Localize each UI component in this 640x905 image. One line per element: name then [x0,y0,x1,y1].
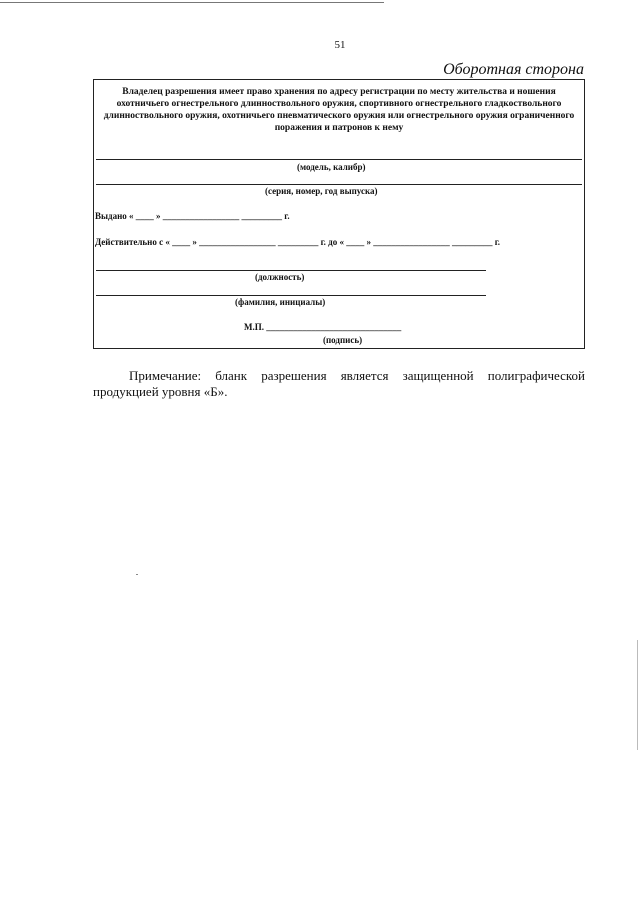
permit-form-box [93,79,585,349]
note-word: полиграфической [487,368,585,383]
scan-speck [136,574,138,575]
issued-line: Выдано « ____ » _________________ _________ г. [95,211,290,221]
model-line [96,159,582,160]
note-word: защищенной [402,368,474,383]
note-word: бланк [215,368,248,383]
position-line [96,270,486,271]
caption-series: (серия, номер, год выпуска) [265,186,378,196]
rights-text: Владелец разрешения имеет право хранения по адресу регистрации по месту жительства и ношения охотничьего огнестрельного длинноствольного оружия, спортивного огнестрельного гладкоствольного длинноствольного оружия, охотничьего пневматического оружия или огнестрельного оружия ограниченного поражения и патронов к нему [103,87,575,133]
note-line-1 [93,368,585,384]
note-word: является [340,368,389,383]
stamp-signature-line: М.П. ______________________________ [244,322,402,332]
note-word: Примечание: [129,368,202,383]
name-line [96,295,486,296]
top-edge-rule [0,2,384,3]
side-caption: Оборотная сторона [443,61,584,78]
scan-edge-mark [637,640,638,750]
caption-model: (модель, калибр) [297,162,366,172]
valid-line: Действительно с « ____ » _________________ _________ г. до « ____ » _________________ _________ г. [95,237,501,247]
note-word: разрешения [261,368,327,383]
series-line [96,184,582,185]
caption-position: (должность) [255,272,305,282]
note-paragraph [93,368,585,400]
caption-name: (фамилия, инициалы) [235,297,326,307]
note-line-2: продукцией уровня «Б». [93,384,228,399]
page-number: 51 [334,39,346,51]
caption-signature: (подпись) [323,335,363,345]
